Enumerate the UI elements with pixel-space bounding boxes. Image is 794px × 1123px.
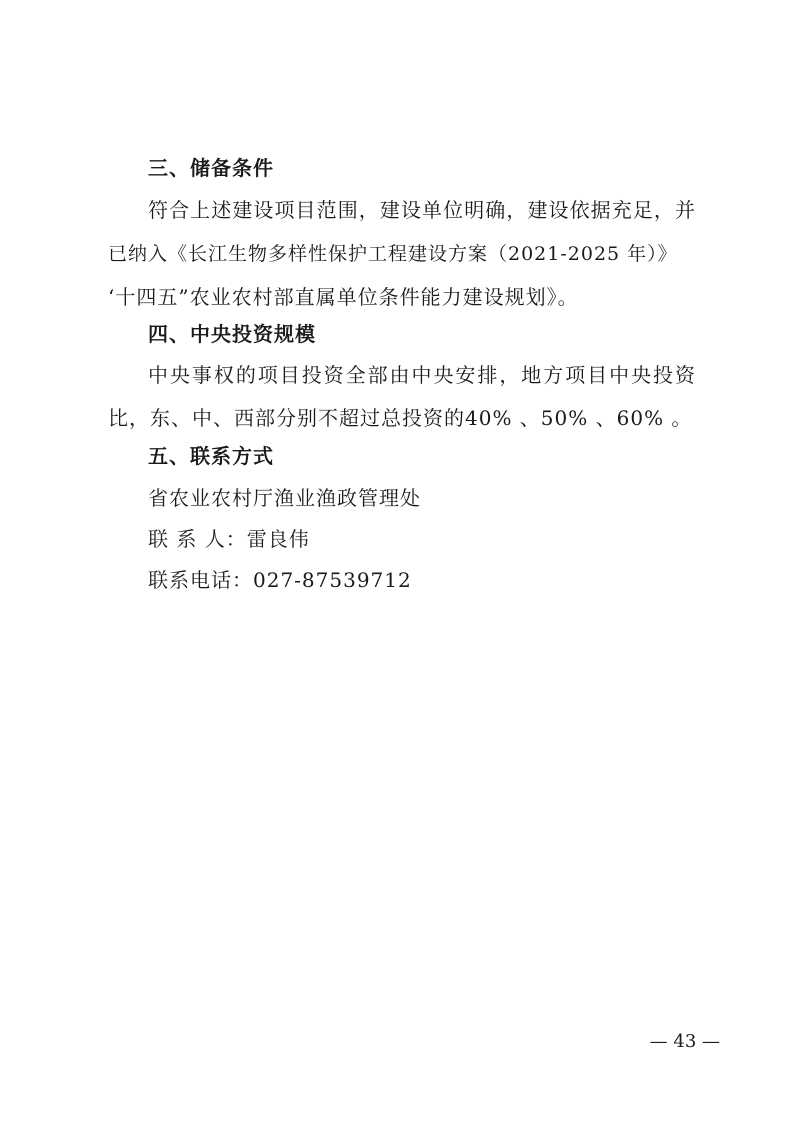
page-number: — 43 —: [649, 1031, 720, 1052]
section-heading-contact-info: 五、联系方式: [148, 444, 274, 468]
paragraph-line: 已纳入《长江生物多样性保护工程建设方案（2021-2025 年）》: [108, 243, 678, 265]
contact-office: 省农业农村厅渔业渔政管理处: [148, 486, 421, 510]
paragraph-line: 比，东、中、西部分别不超过总投资的40% 、50% 、60% 。: [108, 406, 693, 430]
paragraph-line: 符合上述建设项目范围，建设单位明确，建设依据充足，并: [148, 198, 696, 222]
section-heading-reserve-conditions: 三、储备条件: [148, 156, 274, 180]
paragraph-line: 中央事权的项目投资全部由中央安排，地方项目中央投资: [148, 363, 696, 387]
contact-phone: 联系电话：027-87539712: [148, 568, 412, 592]
paragraph-line: ‘十四五”农业农村部直属单位条件能力建设规划》。: [108, 285, 579, 309]
section-heading-central-investment-scale: 四、中央投资规模: [148, 322, 316, 346]
contact-person: 联 系 人：雷良伟: [148, 527, 310, 551]
